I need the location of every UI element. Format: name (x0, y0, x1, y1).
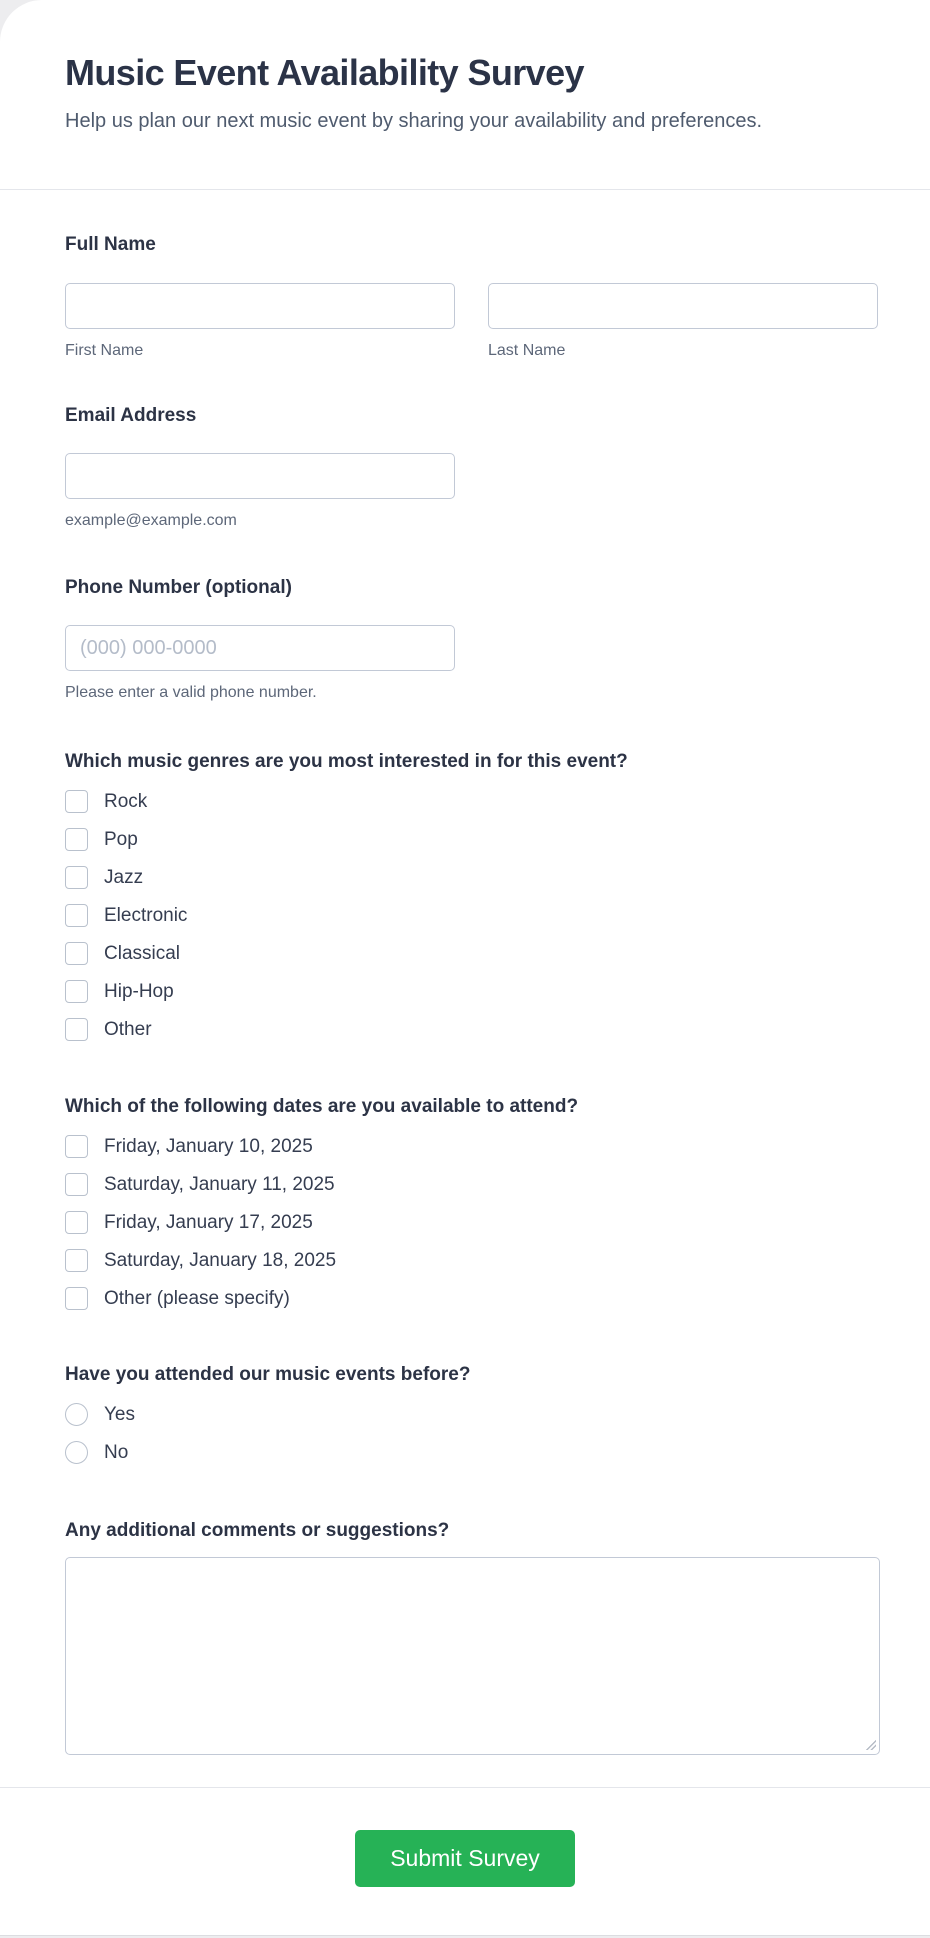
attended-radio-no[interactable] (65, 1441, 88, 1464)
genre-option-label[interactable]: Rock (104, 791, 148, 812)
form-header (0, 0, 930, 189)
genre-option-label[interactable]: Jazz (104, 867, 144, 888)
genre-option-jazz (65, 866, 880, 889)
date-option-label[interactable]: Friday, January 17, 2025 (104, 1212, 313, 1233)
genre-checkbox-rock[interactable] (65, 790, 88, 813)
form-footer (0, 1788, 930, 1933)
field-genres (65, 750, 880, 1041)
date-option-other (65, 1287, 880, 1310)
first-name-sublabel: First Name (65, 342, 144, 359)
genre-option-pop (65, 828, 880, 851)
last-name-col (488, 283, 878, 360)
genre-checkbox-jazz[interactable] (65, 866, 88, 889)
date-checkbox-jan11[interactable] (65, 1173, 88, 1196)
genre-checkbox-hiphop[interactable] (65, 980, 88, 1003)
field-email (65, 404, 880, 530)
name-inputs-row (65, 283, 880, 360)
field-attended-before (65, 1363, 880, 1464)
phone-label: Phone Number (optional) (65, 577, 292, 598)
attended-option-yes (65, 1403, 880, 1426)
date-option-label[interactable]: Friday, January 10, 2025 (104, 1136, 313, 1157)
field-comments (65, 1519, 880, 1755)
genre-option-classical (65, 942, 880, 965)
form-title: Music Event Availability Survey (65, 52, 584, 93)
genre-checkbox-electronic[interactable] (65, 904, 88, 927)
genre-checkbox-classical[interactable] (65, 942, 88, 965)
last-name-sublabel: Last Name (488, 342, 566, 359)
date-option-label[interactable]: Saturday, January 18, 2025 (104, 1250, 337, 1271)
dates-options (65, 1135, 880, 1310)
field-phone (65, 576, 880, 702)
comments-textarea[interactable] (65, 1557, 880, 1755)
date-checkbox-jan18[interactable] (65, 1249, 88, 1272)
phone-sublabel: Please enter a valid phone number. (65, 684, 317, 701)
attended-question-label: Have you attended our music events before? (65, 1364, 471, 1385)
genre-option-rock (65, 790, 880, 813)
comments-label: Any additional comments or suggestions? (65, 1520, 450, 1541)
date-option-jan17 (65, 1211, 880, 1234)
date-option-jan10 (65, 1135, 880, 1158)
genre-option-label[interactable]: Other (104, 1019, 152, 1040)
date-option-jan18 (65, 1249, 880, 1272)
genre-option-hiphop (65, 980, 880, 1003)
form-subtitle: Help us plan our next music event by sharing your availability and preferences. (65, 110, 763, 132)
genre-checkbox-other[interactable] (65, 1018, 88, 1041)
date-option-label[interactable]: Other (please specify) (104, 1288, 290, 1309)
email-label: Email Address (65, 405, 197, 426)
phone-input[interactable] (65, 625, 455, 671)
attended-option-label[interactable]: No (104, 1442, 129, 1463)
genre-option-label[interactable]: Classical (104, 943, 181, 964)
date-option-label[interactable]: Saturday, January 11, 2025 (104, 1174, 335, 1195)
date-checkbox-jan17[interactable] (65, 1211, 88, 1234)
form-body (0, 233, 930, 1787)
email-sublabel: example@example.com (65, 512, 237, 529)
field-dates (65, 1095, 880, 1310)
comments-textarea-wrap (65, 1557, 880, 1755)
genres-question-label: Which music genres are you most interested in for this event? (65, 751, 628, 772)
genre-option-electronic (65, 904, 880, 927)
submit-survey-button[interactable]: Submit Survey (355, 1830, 575, 1887)
genre-checkbox-pop[interactable] (65, 828, 88, 851)
genre-option-label[interactable]: Electronic (104, 905, 188, 926)
date-checkbox-jan10[interactable] (65, 1135, 88, 1158)
attended-option-label[interactable]: Yes (104, 1404, 135, 1425)
header-divider (0, 189, 930, 190)
attended-radio-yes[interactable] (65, 1403, 88, 1426)
full-name-label: Full Name (65, 234, 156, 255)
first-name-col (65, 283, 455, 360)
last-name-input[interactable] (488, 283, 878, 329)
date-option-jan11 (65, 1173, 880, 1196)
first-name-input[interactable] (65, 283, 455, 329)
field-full-name (65, 233, 880, 360)
genre-option-label[interactable]: Hip-Hop (104, 981, 174, 1002)
date-checkbox-other[interactable] (65, 1287, 88, 1310)
genres-options (65, 790, 880, 1041)
genre-option-other (65, 1018, 880, 1041)
email-input[interactable] (65, 453, 455, 499)
attended-options (65, 1403, 880, 1464)
genre-option-label[interactable]: Pop (104, 829, 138, 850)
dates-question-label: Which of the following dates are you available to attend? (65, 1096, 579, 1117)
attended-option-no (65, 1441, 880, 1464)
